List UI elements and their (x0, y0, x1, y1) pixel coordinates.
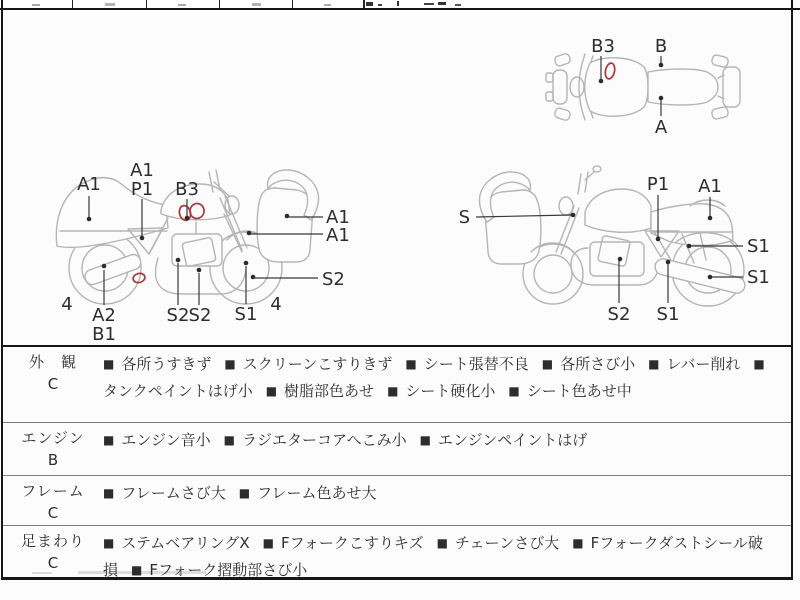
tail-and-seat (651, 204, 733, 246)
defect-item-label: シート張替不良 (423, 355, 529, 373)
rear-rack (723, 67, 740, 107)
defect-item-label: レバー削れ (666, 355, 741, 373)
defect-item-label: スクリーンこすりきず (242, 355, 393, 373)
damage-label-a1: A1 (698, 176, 722, 197)
bullet-square-icon: ■ (223, 433, 235, 447)
category-label: 足まわり (20, 532, 85, 550)
defect-item-label: シート色あせ中 (526, 382, 632, 400)
category-label: エンジン (21, 429, 85, 447)
defect-item-label: ステムベアリングX (121, 534, 250, 552)
category-cell (3, 347, 103, 422)
damage-label-s2-frame: S2 (188, 305, 212, 326)
bullet-square-icon: ■ (405, 357, 417, 371)
grade-badge: C (47, 375, 59, 393)
tire-grade-left: 4 (61, 294, 73, 315)
front-cowl (257, 188, 313, 262)
inspection-row-exterior (3, 347, 791, 422)
damage-label-b3: B3 (175, 179, 199, 200)
damage-label-a1-mid: A1 (130, 160, 154, 181)
bullet-square-icon: ■ (572, 536, 584, 550)
motorcycle-right-side-view-drawing (56, 160, 349, 345)
seat-top (648, 69, 718, 105)
defect-item-label: Fフォーク摺動部さび小 (149, 561, 308, 579)
fuel-tank-top (585, 58, 648, 116)
bullet-square-icon: ■ (262, 536, 275, 550)
defect-item-label: Fフォークこすりキズ (281, 534, 424, 552)
inspection-row-frame (3, 475, 791, 525)
defect-list (103, 423, 791, 475)
damage-label-a1-fender: A1 (326, 225, 350, 246)
mirror (554, 53, 571, 67)
defect-item-label: 各所さび小 (560, 355, 636, 373)
fuel-tank (585, 189, 651, 232)
defect-item (224, 355, 392, 373)
motorcycle-top-view-drawing (546, 36, 740, 138)
damage-label-s1-fork: S1 (234, 304, 258, 325)
defect-item-label: フレーム色あせ大 (257, 484, 377, 502)
damage-label-s1-wheel: S1 (747, 267, 770, 288)
mirror (593, 166, 601, 172)
defect-item-label: チェーンさび大 (454, 534, 560, 552)
damage-label-b-top: B (654, 36, 668, 57)
inspection-table (3, 345, 791, 580)
defect-item (508, 382, 631, 400)
bullet-square-icon: ■ (387, 384, 399, 398)
category-label: フレーム (21, 482, 85, 500)
defect-item (103, 534, 250, 552)
damage-label-a2: A2 (92, 305, 116, 326)
damage-label-a1-tail: A1 (77, 174, 101, 195)
damage-label-s2-engine: S2 (166, 305, 190, 326)
bullet-square-icon: ■ (265, 384, 278, 398)
bullet-square-icon: ■ (648, 357, 660, 371)
defect-item-label: Fフォークダストシール破損 (103, 534, 763, 579)
damage-label-b3-top: B3 (591, 36, 615, 57)
mirror (554, 107, 571, 121)
grade-badge: B (47, 451, 59, 469)
category-cell (3, 423, 103, 475)
front-cowl (485, 190, 541, 264)
defect-item (224, 431, 407, 449)
category-label: 外 観 (28, 353, 77, 371)
damage-label-s: S (458, 207, 470, 228)
damage-label-a-top: A (654, 117, 668, 138)
defect-item (103, 355, 211, 373)
damage-label-s1-swing: S1 (656, 304, 680, 325)
defect-item-label: エンジン音小 (121, 431, 211, 449)
bullet-square-icon: ■ (103, 433, 115, 447)
damage-label-s2: S2 (607, 304, 631, 325)
damage-label-s1-shock: S1 (747, 236, 770, 257)
defect-item-label: タンクペイントはげ小 (103, 382, 253, 400)
damage-label-p1: P1 (646, 174, 670, 195)
grade-badge: C (47, 554, 59, 572)
defect-list (103, 526, 791, 580)
defect-list (103, 347, 791, 422)
defect-item (405, 355, 528, 373)
bullet-square-icon: ■ (224, 357, 236, 371)
defect-item-label: ラジエターコアへこみ小 (241, 431, 407, 449)
damage-label-p1: P1 (130, 179, 154, 200)
damage-label-s2-front: S2 (322, 269, 345, 290)
damage-label-b1: B1 (92, 324, 116, 345)
defect-item (266, 382, 374, 400)
headstock (570, 77, 584, 97)
damage-label-a1-cowl: A1 (326, 207, 350, 228)
bullet-square-icon: ■ (238, 486, 251, 500)
bullet-square-icon: ■ (103, 536, 115, 550)
inspection-row-undercarriage (3, 525, 791, 580)
defect-item-label: シート硬化小 (405, 382, 496, 400)
bullet-square-icon: ■ (103, 486, 115, 500)
defect-item-label: 各所うすきず (121, 355, 212, 373)
bullet-square-icon: ■ (436, 536, 448, 550)
defect-item (542, 355, 635, 373)
category-cell (3, 526, 103, 580)
defect-item (103, 484, 226, 502)
bullet-square-icon: ■ (419, 433, 431, 447)
defect-item-label: フレームさび大 (121, 484, 226, 502)
defect-item (437, 534, 560, 552)
motorcycle-left-side-view-drawing (459, 166, 770, 325)
defect-item (103, 431, 211, 449)
category-cell (3, 476, 103, 525)
defect-item-label: 樹脂部色あせ (284, 382, 375, 400)
front-wheel-top (553, 70, 567, 104)
bullet-square-icon: ■ (541, 357, 554, 371)
headlight (559, 197, 573, 215)
bullet-square-icon: ■ (753, 357, 765, 371)
defect-item-label: エンジンペイントはげ (438, 431, 588, 449)
defect-item (387, 382, 495, 400)
defect-item (648, 355, 740, 373)
defect-item (263, 534, 424, 552)
defect-item (239, 484, 377, 502)
tire-grade-right: 4 (270, 294, 282, 315)
bullet-square-icon: ■ (508, 384, 520, 398)
defect-item (131, 561, 307, 579)
defect-list (103, 476, 791, 525)
grade-badge: C (47, 504, 59, 522)
bullet-square-icon: ■ (131, 563, 143, 577)
defect-item (420, 431, 588, 449)
inspection-row-engine (3, 422, 791, 475)
bullet-square-icon: ■ (103, 357, 115, 371)
